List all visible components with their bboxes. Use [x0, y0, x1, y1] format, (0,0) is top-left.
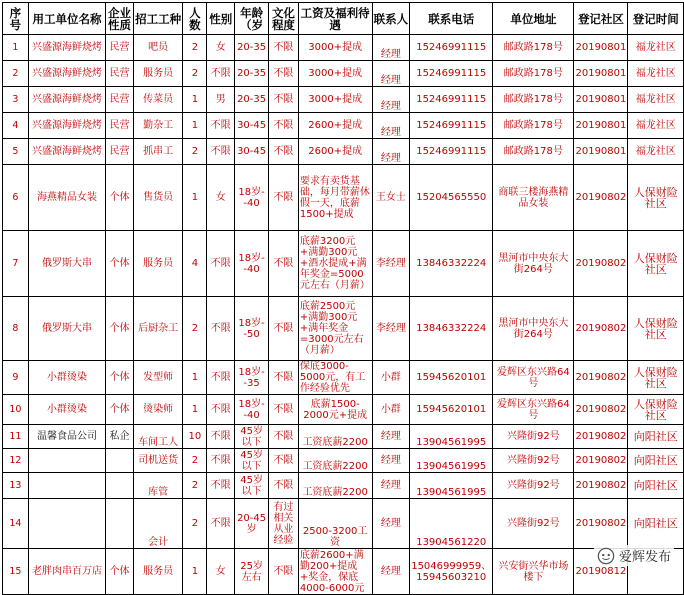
row-gender: 不限: [207, 139, 235, 165]
col-header-nature: 企业性质: [106, 3, 134, 35]
row-age: 45岁以下: [235, 449, 269, 473]
row-age: 18岁--40: [235, 395, 269, 425]
row-company: 海燕精品女装: [28, 165, 105, 231]
row-contact: 王女士: [372, 165, 410, 231]
row-gender: 不限: [207, 499, 235, 549]
row-nature: 民营: [106, 139, 134, 165]
row-community: 人保财险社区: [628, 395, 684, 425]
row-no: 11: [3, 425, 29, 449]
row-nature: 个体: [106, 549, 134, 595]
table-row: [3, 473, 684, 499]
row-phone: 15246991115: [410, 87, 493, 113]
row-phone: 15046999959、15945603210: [410, 549, 493, 595]
row-company: 兴盛源海鲜烧烤: [28, 113, 105, 139]
table-row: [3, 35, 684, 61]
col-header-salary: 工资及福利待遇: [298, 3, 372, 35]
row-community: 向阳社区: [628, 473, 684, 499]
row-company: 俄罗斯大串: [28, 231, 105, 297]
row-phone: 13904561995: [410, 449, 493, 473]
row-address: 兴安街兴华市场楼下: [493, 549, 574, 595]
row-contact: 经理: [372, 499, 410, 549]
row-contact: 经理: [372, 87, 410, 113]
row-nature: [106, 499, 134, 549]
row-no: 12: [3, 449, 29, 473]
row-job: 吧员: [133, 35, 183, 61]
row-job: 司机送货: [133, 449, 183, 473]
row-count: 1: [183, 113, 207, 139]
col-header-age: 年龄（岁: [235, 3, 269, 35]
row-edu: 不限: [269, 113, 299, 139]
row-salary: 底薪2600+满勤200+提成+奖金，保底4000-6000元: [298, 549, 372, 595]
row-reg-date: 20190802: [574, 361, 628, 395]
row-reg-date: 20190801: [574, 61, 628, 87]
col-header-no: 序号: [3, 3, 29, 35]
row-community: 福龙社区: [628, 61, 684, 87]
col-header-job: 招工工种: [133, 3, 183, 35]
row-gender: 不限: [207, 361, 235, 395]
row-gender: 不限: [207, 449, 235, 473]
row-address: 爱辉区东兴路64号: [493, 361, 574, 395]
row-age: 18岁--40: [235, 165, 269, 231]
row-edu: 不限: [269, 449, 299, 473]
row-edu: 不限: [269, 165, 299, 231]
table-row: [3, 139, 684, 165]
row-reg-date: 20190802: [574, 425, 628, 449]
row-nature: 民营: [106, 87, 134, 113]
row-age: 45岁以下: [235, 425, 269, 449]
row-address: 邮政路178号: [493, 139, 574, 165]
row-edu: 不限: [269, 361, 299, 395]
row-contact: 经理: [372, 425, 410, 449]
row-address: 黑河市中央东大街264号: [493, 231, 574, 297]
row-address: 兴隆街92号: [493, 473, 574, 499]
row-job: 传菜员: [133, 87, 183, 113]
row-company: 老胖肉串百万店: [28, 549, 105, 595]
row-age: 20-35: [235, 61, 269, 87]
row-age: 20-45岁: [235, 499, 269, 549]
row-salary: 底薪3200元+满勤300元+酒水提成+满年奖金=5000元左右（月薪）: [298, 231, 372, 297]
row-no: 4: [3, 113, 29, 139]
row-no: 3: [3, 87, 29, 113]
row-reg-date: 20190802: [574, 297, 628, 361]
row-edu: 不限: [269, 231, 299, 297]
row-community: 人保财险社区: [628, 231, 684, 297]
row-phone: 13846332224: [410, 297, 493, 361]
row-phone: 13904561995: [410, 473, 493, 499]
row-address: 兴隆街92号: [493, 499, 574, 549]
row-no: 6: [3, 165, 29, 231]
row-nature: [106, 473, 134, 499]
row-no: 7: [3, 231, 29, 297]
row-no: 5: [3, 139, 29, 165]
row-community: 向阳社区: [628, 425, 684, 449]
row-address: 爱辉区东兴路64号: [493, 395, 574, 425]
row-no: 8: [3, 297, 29, 361]
row-company: 俄罗斯大串: [28, 297, 105, 361]
row-no: 1: [3, 35, 29, 61]
row-gender: 不限: [207, 297, 235, 361]
row-edu: 有过相关从业经验: [269, 499, 299, 549]
row-job: 售货员: [133, 165, 183, 231]
row-job: 发型师: [133, 361, 183, 395]
row-count: 2: [183, 473, 207, 499]
row-contact: 小群: [372, 395, 410, 425]
row-edu: 不限: [269, 139, 299, 165]
row-contact: 经理: [372, 35, 410, 61]
col-header-date: 登记时间: [628, 3, 684, 35]
row-no: 9: [3, 361, 29, 395]
row-salary: 2600+提成: [298, 113, 372, 139]
row-age: 25岁左右: [235, 549, 269, 595]
row-job: 库管: [133, 473, 183, 499]
row-company: 兴盛源海鲜烧烤: [28, 35, 105, 61]
row-gender: 不限: [207, 61, 235, 87]
row-gender: 不限: [207, 425, 235, 449]
row-edu: 不限: [269, 35, 299, 61]
row-gender: 不限: [207, 473, 235, 499]
row-contact: 李经理: [372, 231, 410, 297]
row-gender: 不限: [207, 231, 235, 297]
row-contact: 李经理: [372, 297, 410, 361]
table-row: [3, 61, 684, 87]
row-gender: 女: [207, 35, 235, 61]
row-gender: 女: [207, 549, 235, 595]
row-company: [28, 499, 105, 549]
row-count: 1: [183, 165, 207, 231]
row-count: 1: [183, 549, 207, 595]
row-count: 2: [183, 61, 207, 87]
row-company: 温馨食品公司: [28, 425, 105, 449]
row-nature: 民营: [106, 113, 134, 139]
row-address: 邮政路178号: [493, 87, 574, 113]
row-job: 服务员: [133, 231, 183, 297]
row-edu: 不限: [269, 87, 299, 113]
row-job: 会计: [133, 499, 183, 549]
row-community: 人保财险社区: [628, 165, 684, 231]
row-no: 14: [3, 499, 29, 549]
row-phone: 15945620101: [410, 361, 493, 395]
row-age: 18岁--35: [235, 361, 269, 395]
row-nature: 私企: [106, 425, 134, 449]
row-community: 向阳社区: [628, 449, 684, 473]
row-nature: 个体: [106, 395, 134, 425]
row-no: 10: [3, 395, 29, 425]
row-contact: 经理: [372, 473, 410, 499]
row-age: 18岁--40: [235, 231, 269, 297]
row-reg-date: 20190802: [574, 499, 628, 549]
row-nature: 民营: [106, 61, 134, 87]
row-no: 2: [3, 61, 29, 87]
row-edu: 不限: [269, 395, 299, 425]
row-company: 小群烫染: [28, 361, 105, 395]
row-address: 兴隆街92号: [493, 449, 574, 473]
row-company: [28, 473, 105, 499]
row-age: 45岁以下: [235, 473, 269, 499]
table-row: [3, 165, 684, 231]
row-age: 20-35: [235, 87, 269, 113]
row-company: 兴盛源海鲜烧烤: [28, 61, 105, 87]
col-header-gender: 性别: [207, 3, 235, 35]
row-nature: [106, 449, 134, 473]
row-gender: 女: [207, 165, 235, 231]
row-count: 2: [183, 449, 207, 473]
row-contact: 小群: [372, 361, 410, 395]
row-job: 烫染师: [133, 395, 183, 425]
row-job: 勤杂工: [133, 113, 183, 139]
watermark: [594, 545, 674, 566]
row-reg-date: 20190801: [574, 139, 628, 165]
row-edu: 不限: [269, 425, 299, 449]
col-header-company: 用工单位名称: [28, 3, 105, 35]
row-salary: 工资底薪2200: [298, 425, 372, 449]
table-row: [3, 231, 684, 297]
row-community: 福龙社区: [628, 35, 684, 61]
col-header-count: 人数: [183, 3, 207, 35]
row-reg-date: 20190812: [574, 549, 628, 595]
row-job: 后厨杂工: [133, 297, 183, 361]
watermark-text: 爱辉发布: [618, 550, 671, 565]
row-community: 福龙社区: [628, 139, 684, 165]
row-community: 向阳社区: [628, 499, 684, 549]
table-row: [3, 113, 684, 139]
col-header-edu: 文化程度: [269, 3, 299, 35]
row-phone: 15246991115: [410, 35, 493, 61]
row-phone: 13904561220: [410, 499, 493, 549]
row-phone: 15246991115: [410, 139, 493, 165]
row-salary: 工资底薪2200: [298, 473, 372, 499]
row-reg-date: 20190801: [574, 87, 628, 113]
col-header-contact: 联系人: [372, 3, 410, 35]
row-company: [28, 449, 105, 473]
row-phone: 15945620101: [410, 395, 493, 425]
row-edu: 不限: [269, 473, 299, 499]
row-address: 邮政路178号: [493, 61, 574, 87]
table-row: [3, 297, 684, 361]
row-count: 2: [183, 499, 207, 549]
row-reg-date: 20190802: [574, 165, 628, 231]
row-salary: 2500-3200工资: [298, 499, 372, 549]
table-row: [3, 395, 684, 425]
row-age: 18岁--50: [235, 297, 269, 361]
row-salary: 要求有卖货基础，每月带薪休假一天，底薪1500+提成: [298, 165, 372, 231]
row-address: 邮政路178号: [493, 113, 574, 139]
row-count: 1: [183, 361, 207, 395]
row-job: 抓串工: [133, 139, 183, 165]
row-phone: 15246991115: [410, 113, 493, 139]
row-count: 1: [183, 395, 207, 425]
row-no: 13: [3, 473, 29, 499]
row-count: 2: [183, 35, 207, 61]
row-salary: 3000+提成: [298, 61, 372, 87]
row-community: 人保财险社区: [628, 297, 684, 361]
row-contact: 经理: [372, 449, 410, 473]
row-count: 2: [183, 297, 207, 361]
row-contact: 经理: [372, 61, 410, 87]
job-listing-table: [2, 2, 684, 595]
table-row: [3, 499, 684, 549]
row-phone: 15204565550: [410, 165, 493, 231]
row-age: 20-35: [235, 35, 269, 61]
col-header-address: 单位地址: [493, 3, 574, 35]
col-header-phone: 联系电话: [410, 3, 493, 35]
row-gender: 不限: [207, 395, 235, 425]
row-salary: 底薪1500-2000元+提成: [298, 395, 372, 425]
row-gender: 男: [207, 87, 235, 113]
row-edu: 不限: [269, 297, 299, 361]
row-phone: 13904561995: [410, 425, 493, 449]
col-header-community: 登记社区: [574, 3, 628, 35]
row-count: 1: [183, 87, 207, 113]
table-row: [3, 87, 684, 113]
row-reg-date: 20190802: [574, 473, 628, 499]
row-count: 10: [183, 425, 207, 449]
wechat-channel-icon: [597, 547, 615, 565]
row-nature: 个体: [106, 231, 134, 297]
row-nature: 民营: [106, 35, 134, 61]
row-edu: 不限: [269, 549, 299, 595]
row-address: 黑河市中央东大街264号: [493, 297, 574, 361]
row-phone: 15246991115: [410, 61, 493, 87]
row-reg-date: 20190802: [574, 449, 628, 473]
row-no: 15: [3, 549, 29, 595]
row-nature: 个体: [106, 165, 134, 231]
row-reg-date: 20190802: [574, 231, 628, 297]
row-reg-date: 20190801: [574, 35, 628, 61]
row-job: 车间工人: [133, 425, 183, 449]
row-salary: 底薪2500元+满勤300元+满年奖金=3000元左右（月薪）: [298, 297, 372, 361]
row-nature: 个体: [106, 297, 134, 361]
row-nature: 个体: [106, 361, 134, 395]
row-address: 商联三楼海燕精品女装: [493, 165, 574, 231]
table-row: [3, 361, 684, 395]
row-company: 小群烫染: [28, 395, 105, 425]
table-row: [3, 449, 684, 473]
row-salary: 工资底薪2200: [298, 449, 372, 473]
row-contact: 经理: [372, 549, 410, 595]
row-community: 福龙社区: [628, 87, 684, 113]
row-phone: 13846332224: [410, 231, 493, 297]
row-contact: 经理: [372, 139, 410, 165]
row-edu: 不限: [269, 61, 299, 87]
row-salary: 3000+提成: [298, 35, 372, 61]
table-row: [3, 425, 684, 449]
header-row: [3, 3, 684, 35]
row-gender: 不限: [207, 113, 235, 139]
row-company: 兴盛源海鲜烧烤: [28, 139, 105, 165]
row-community: 福龙社区: [628, 113, 684, 139]
row-age: 30-45: [235, 113, 269, 139]
row-job: 服务员: [133, 61, 183, 87]
row-company: 兴盛源海鲜烧烤: [28, 87, 105, 113]
row-age: 30-45: [235, 139, 269, 165]
row-reg-date: 20190801: [574, 113, 628, 139]
row-count: 4: [183, 231, 207, 297]
row-job: 服务员: [133, 549, 183, 595]
row-count: 2: [183, 139, 207, 165]
row-community: 人保财险社区: [628, 361, 684, 395]
row-salary: 保底3000-5000元，有工作经验优先: [298, 361, 372, 395]
row-reg-date: 20190802: [574, 395, 628, 425]
row-salary: 3000+提成: [298, 87, 372, 113]
row-contact: 经理: [372, 113, 410, 139]
row-address: 邮政路178号: [493, 35, 574, 61]
row-salary: 2600+提成: [298, 139, 372, 165]
row-address: 兴隆街92号: [493, 425, 574, 449]
